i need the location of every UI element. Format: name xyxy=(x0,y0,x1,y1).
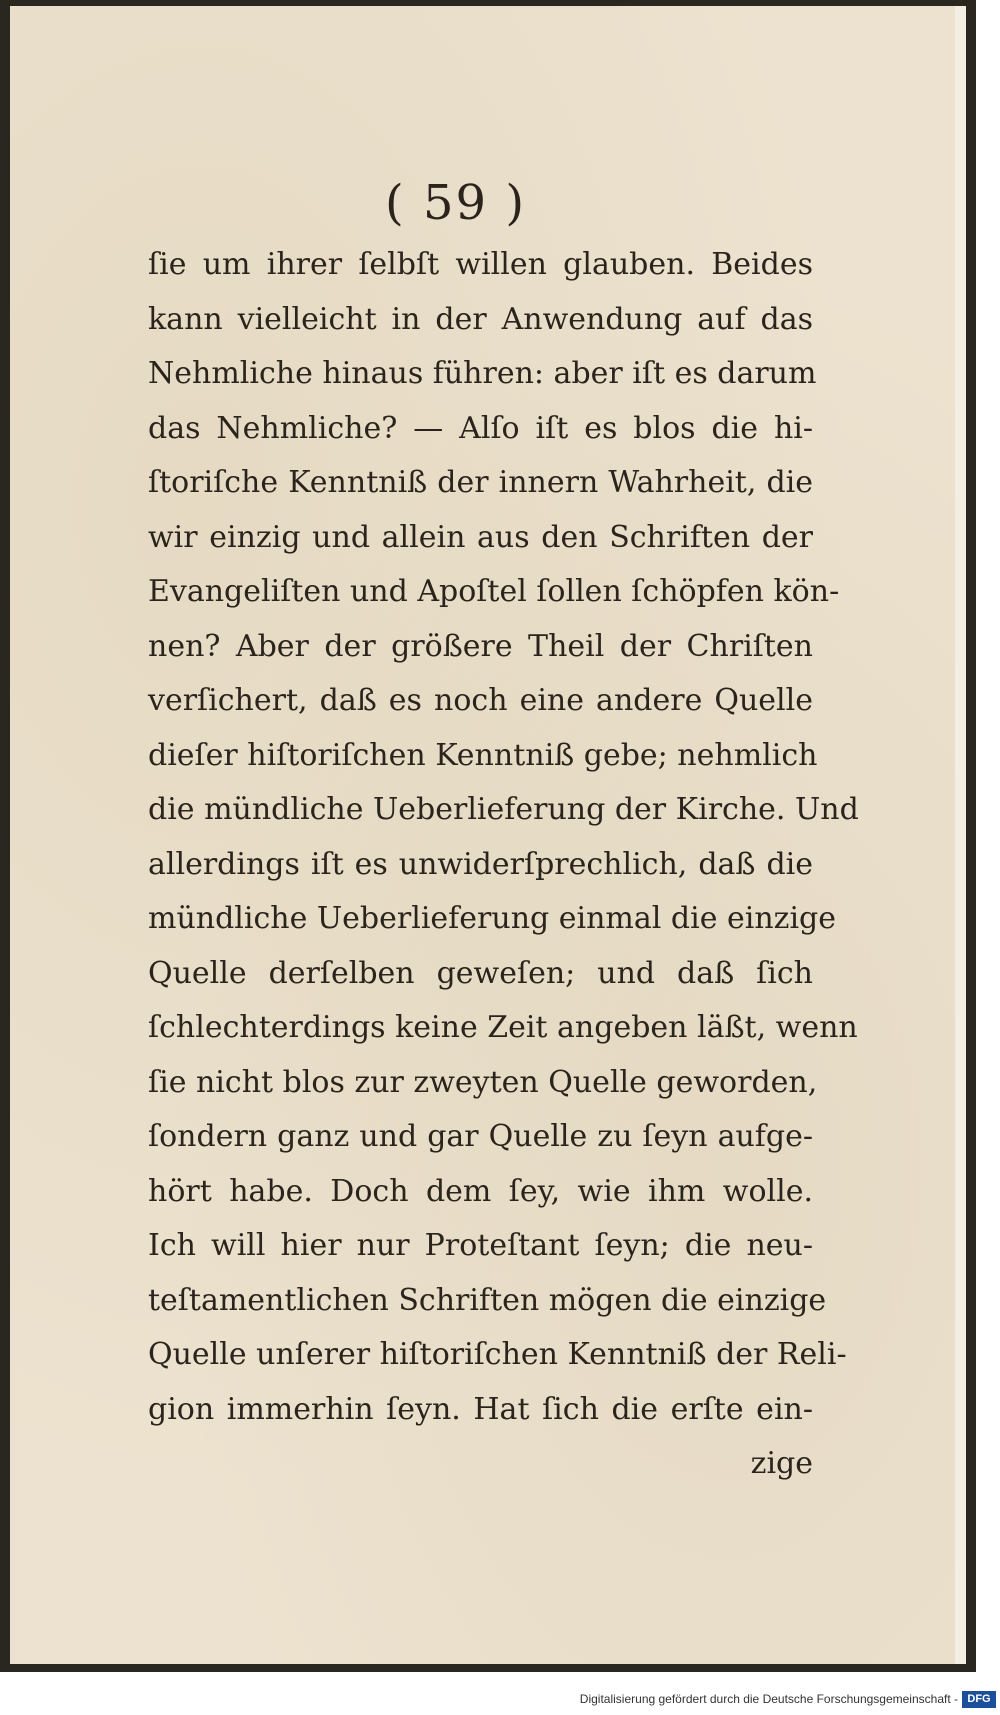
text-line: wir einzig und allein aus den Schriften der xyxy=(148,519,813,555)
page-edge xyxy=(955,6,966,1664)
text-line: gion immerhin ſeyn. Hat ſich die erſte ein- xyxy=(148,1391,813,1427)
text-line: ſie um ihrer ſelbſt willen glauben. Beides xyxy=(148,247,813,282)
text-line: nen? Aber der größere Theil der Chriſten xyxy=(148,628,813,664)
text-line: das Nehmliche? — Alſo iſt es blos die hi- xyxy=(148,410,813,446)
text-line: verſichert, daß es noch eine andere Quelle xyxy=(148,683,813,718)
digitization-footer xyxy=(0,1690,1000,1715)
text-line: hört habe. Doch dem ſey, wie ihm wolle. xyxy=(148,1173,813,1209)
text-line: mündliche Ueberlieferung einmal die einzige xyxy=(148,901,837,936)
text-line: Quelle derſelben geweſen; und daß ſich xyxy=(148,955,813,991)
funding-credit: Digitalisierung gefördert durch die Deutsche Forschungsgemeinschaft - xyxy=(579,1692,958,1706)
text-line: ſondern ganz und gar Quelle zu ſeyn aufge- xyxy=(148,1119,813,1154)
text-line: Nehmliche hinaus führen: aber iſt es darum xyxy=(148,356,817,391)
text-line: teſtamentlichen Schriften mögen die einzige xyxy=(148,1282,827,1318)
text-line: ſie nicht blos zur zweyten Quelle geworden, xyxy=(148,1064,818,1100)
text-line: Evangeliſten und Apoſtel ſollen ſchöpfen kön- xyxy=(148,574,840,609)
text-line: ſtoriſche Kenntniß der innern Wahrheit, die xyxy=(148,465,813,500)
catchword: zige xyxy=(750,1446,813,1481)
body-text xyxy=(148,238,859,1492)
text-line: Quelle unſerer hiſtoriſchen Kenntniß der Reli- xyxy=(148,1337,847,1372)
text-line: allerdings iſt es unwiderſprechlich, daß die xyxy=(148,846,813,882)
dfg-logo: DFG xyxy=(962,1691,996,1708)
text-line: Ich will hier nur Proteſtant ſeyn; die neu- xyxy=(148,1228,813,1263)
text-line: die mündliche Ueberlieferung der Kirche. Und xyxy=(148,792,859,827)
text-line: dieſer hiſtoriſchen Kenntniß gebe; nehmlich xyxy=(148,737,818,773)
text-line: kann vielleicht in der Anwendung auf das xyxy=(148,301,813,337)
text-line: ſchlechterdings keine Zeit angeben läßt, wenn xyxy=(148,1010,858,1045)
page-number: ( 59 ) xyxy=(385,175,527,231)
